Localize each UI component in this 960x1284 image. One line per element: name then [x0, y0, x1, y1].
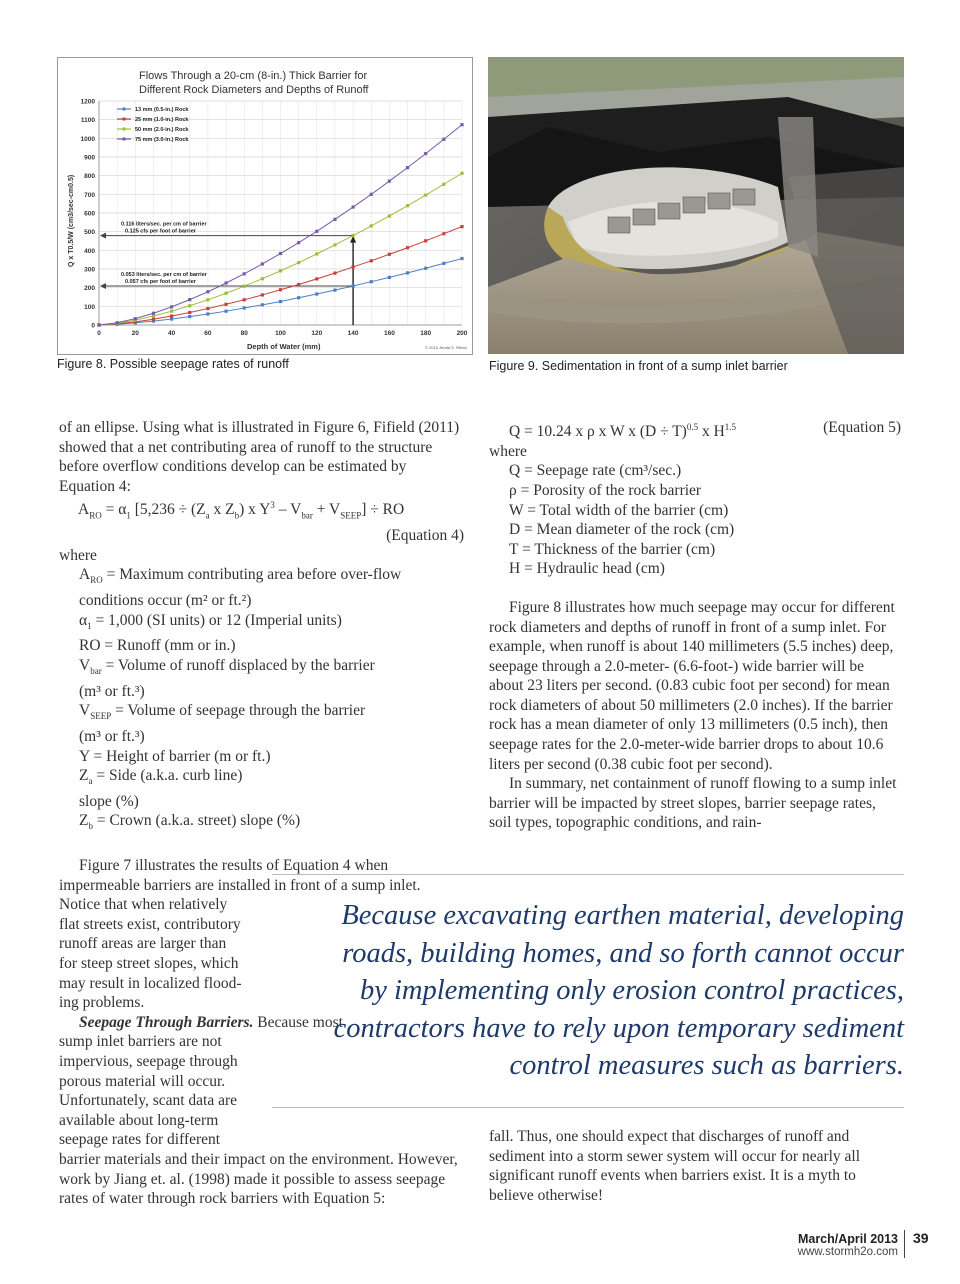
legend-marker — [123, 128, 126, 131]
definition-line: Q = Seepage rate (cm³/sec.) — [509, 462, 682, 480]
data-point — [170, 314, 173, 317]
data-point — [370, 224, 373, 227]
equation-5: Q = 10.24 x ρ x W x $(D \div T)^{0.5}$ x $H^{1.5}$ (Equation 5) — [509, 419, 901, 441]
definition-line: W = Total width of the barrier (cm) — [509, 501, 729, 519]
page-number: 39 — [904, 1230, 929, 1258]
seepage-chart — [57, 57, 473, 355]
definition-line: D = Mean diameter of the rock (cm) — [509, 521, 735, 539]
data-point — [388, 276, 391, 279]
y-tick-label: 700 — [84, 191, 95, 199]
right-paragraph-1: Figure 8 illustrates how much seepage may occur for different rock diameters and depths of runoff in front of a sump inlet. For example, when runoff is about 140 millimeters (5.5 inches) deep, seepage through a 2.0-meter- (6.6-foot-) wide barrier will be about 23 liters per second. (0.83 cubic foot per second) for mean rock diameters of about 50 millimeters (2.0 inches). If the barrier rock has a mean diameter of only 13 millimeters (0.5 inch), then seepage rates for the 2.0-meter-wide barrier drops to about 10.6 liters per second (0.38 cubic foot per second). — [489, 598, 895, 773]
data-point — [188, 311, 191, 314]
data-point — [352, 284, 355, 287]
figure-9-caption: Figure 9. Sedimentation in front of a sump inlet barrier — [489, 359, 788, 373]
pull-quote-line: control measures such as barriers. — [509, 1050, 904, 1081]
legend-marker — [123, 138, 126, 141]
data-point — [460, 172, 463, 175]
data-point — [333, 288, 336, 291]
def-vseep-units: (m³ or ft.³) — [79, 727, 145, 745]
data-point — [388, 214, 391, 217]
data-point — [460, 123, 463, 126]
text-line: impervious, seepage through — [59, 1053, 238, 1071]
right-column — [489, 418, 901, 833]
data-point — [315, 252, 318, 255]
where-label: where — [59, 546, 97, 564]
footer — [798, 1232, 898, 1258]
data-point — [261, 293, 264, 296]
data-point — [315, 292, 318, 295]
data-point — [152, 318, 155, 321]
data-point — [152, 312, 155, 315]
data-point — [406, 166, 409, 169]
pull-quote-line: contractors have to rely upon temporary sediment — [333, 1012, 904, 1044]
def-y: Y = Height of barrier (m or ft.) — [79, 747, 271, 765]
data-point — [206, 290, 209, 293]
data-point — [170, 310, 173, 313]
text-line: may result in localized flood- — [59, 974, 242, 992]
pull-quote-line: Because excavating earthen material, developing — [341, 900, 904, 931]
data-point — [97, 323, 100, 326]
data-point — [370, 259, 373, 262]
text-line: for steep street slopes, which — [59, 955, 239, 973]
text-line: runoff areas are larger than — [59, 935, 227, 953]
pull-quote-line: roads, building homes, and so forth cannot occur — [342, 937, 904, 969]
data-point — [370, 193, 373, 196]
y-tick-label: 400 — [84, 247, 95, 255]
data-point — [406, 204, 409, 207]
def-vbar: $V_{bar}$ = Volume of runoff displaced by the barrier — [79, 656, 375, 677]
def-za: $Z_a$ = Side (a.k.a. curb line) — [79, 767, 243, 787]
text-line: sump inlet barriers are not — [59, 1033, 222, 1051]
data-point — [224, 292, 227, 295]
chart-frame — [58, 58, 473, 355]
data-point — [206, 312, 209, 315]
data-point — [424, 267, 427, 270]
x-tick-label: 60 — [204, 330, 212, 337]
annotation-text: 0.057 cfs per foot of barrier — [125, 278, 196, 285]
y-tick-label: 1200 — [80, 98, 95, 106]
data-point — [279, 269, 282, 272]
pull-quote-line: by implementing only erosion control practices, — [359, 975, 904, 1006]
data-point — [224, 310, 227, 313]
data-point — [116, 321, 119, 324]
x-axis-label: Depth of Water (mm) — [247, 342, 321, 351]
sump-inlet-photo — [488, 57, 904, 354]
data-point — [442, 138, 445, 141]
right-paragraph-3: fall. Thus, one should expect that discharges of runoff and sediment into a storm sewer system will occur for nearly all significant runoff events when barriers exist. It is a myth to believe otherwise! — [489, 1128, 861, 1204]
x-tick-label: 180 — [420, 330, 432, 337]
x-tick-label: 160 — [383, 330, 395, 337]
text-line: seepage rates for different — [59, 1131, 221, 1149]
text-line: porous material will occur. — [59, 1072, 226, 1090]
y-tick-label: 200 — [84, 285, 95, 293]
data-point — [297, 261, 300, 264]
left-paragraph-1: of an ellipse. Using what is illustrated in Figure 6, Fifield (2011) showed that a net contributing area of runoff to the structure before overflow conditions develop can be estimated by Equation 4: — [59, 419, 460, 495]
y-tick-label: 300 — [84, 266, 95, 274]
data-point — [352, 205, 355, 208]
data-point — [188, 304, 191, 307]
def-zb: $Z_b$ = Crown (a.k.a. street) slope (%) — [79, 812, 301, 832]
legend-label: 50 mm (2.0-in.) Rock — [135, 127, 189, 133]
data-point — [297, 241, 300, 244]
figure-8-caption: Figure 8. Possible seepage rates of runoff — [57, 357, 289, 371]
data-point — [333, 243, 336, 246]
data-point — [224, 303, 227, 306]
data-point — [243, 306, 246, 309]
data-point — [261, 262, 264, 265]
annotation-text: 0.125 cfs per foot of barrier — [125, 228, 196, 235]
data-point — [206, 307, 209, 310]
def-a-ro: $A_{RO}$ = Maximum contributing area before over-flow conditions occur (m² or ft.²) — [79, 566, 402, 610]
x-tick-label: 80 — [240, 330, 248, 337]
x-tick-label: 0 — [97, 330, 101, 337]
data-point — [170, 317, 173, 320]
legend-marker — [123, 118, 126, 121]
data-point — [442, 183, 445, 186]
annotation-text: 0.116 liters/sec. per cm of barrier — [121, 221, 207, 228]
data-point — [460, 225, 463, 228]
x-tick-label: 20 — [131, 330, 139, 337]
x-tick-label: 140 — [347, 330, 359, 337]
data-point — [333, 218, 336, 221]
right-paragraph-2: In summary, net containment of runoff flowing to a sump inlet barrier will be impacted by street slopes, barrier seepage rates, soil types, topographic conditions, and rain- — [489, 775, 897, 832]
data-point — [261, 277, 264, 280]
equation-5-label: (Equation 5) — [823, 419, 901, 436]
y-tick-label: 1000 — [80, 135, 95, 143]
data-point — [279, 300, 282, 303]
y-axis-label: Q x T0.5/W (cm3/sec-cm0.5) — [68, 174, 75, 267]
data-point — [279, 252, 282, 255]
data-point — [315, 277, 318, 280]
left-paragraph-5: barrier materials and their impact on the environment. However, work by Jiang et. al. (1998) made it possible to assess seepage rates of water through rock barriers with Equation 5: — [59, 1151, 458, 1208]
left-paragraph-2: Figure 7 illustrates the results of Equation 4 when impermeable barriers are installed in front of a sump inlet. — [59, 857, 421, 894]
def-ro: RO = Runoff (mm or in.) — [79, 637, 236, 655]
data-point — [261, 303, 264, 306]
data-point — [424, 193, 427, 196]
data-point — [243, 272, 246, 275]
def-vbar-units: (m³ or ft.³) — [79, 682, 145, 700]
y-tick-label: 600 — [84, 210, 95, 218]
legend-marker — [123, 108, 126, 111]
definition-line: T = Thickness of the barrier (cm) — [509, 540, 716, 558]
y-tick-label: 1100 — [80, 117, 95, 125]
x-tick-label: 40 — [167, 330, 176, 337]
section-heading: Seepage Through Barriers. — [79, 1013, 254, 1031]
def-vseep: $V_{SEEP}$ = Volume of seepage through the barrier — [79, 702, 366, 722]
seepage-section: Seepage Through Barriers. Because most — [79, 1013, 343, 1031]
chart-credit: © 2010 Jerald S. Fifield — [425, 345, 467, 350]
data-point — [279, 288, 282, 291]
data-point — [388, 253, 391, 256]
website-link[interactable]: www.stormh2o.com — [797, 1246, 898, 1258]
data-point — [424, 239, 427, 242]
y-tick-label: 100 — [84, 303, 95, 311]
equation-4-label: (Equation 4) — [386, 527, 464, 545]
where-label-2: where — [489, 442, 527, 460]
data-point — [442, 262, 445, 265]
text-line: flat streets exist, contributory — [59, 915, 241, 933]
issue-date: March/April 2013 — [797, 1232, 898, 1246]
figure-8 — [57, 57, 473, 355]
y-tick-label: 800 — [84, 173, 95, 181]
def-alpha1: $\alpha_1 = 1,000$ (SI units) or 12 (Imperial units) — [79, 611, 342, 631]
data-point — [406, 271, 409, 274]
data-point — [315, 230, 318, 233]
definition-line: ρ = Porosity of the rock barrier — [509, 481, 702, 499]
data-point — [370, 280, 373, 283]
data-point — [206, 298, 209, 301]
legend-label: 75 mm (3.0-in.) Rock — [135, 137, 189, 143]
legend-label: 13 mm (0.5-in.) Rock — [135, 107, 189, 113]
text-line: available about long-term — [59, 1111, 219, 1129]
def-za-cont: slope (%) — [79, 792, 139, 810]
figure-9 — [488, 57, 904, 354]
data-point — [460, 257, 463, 260]
data-point — [388, 179, 391, 182]
equation-5-definitions — [489, 461, 901, 579]
y-tick-label: 500 — [84, 229, 95, 237]
text-line: Unfortunately, scant data are — [59, 1092, 238, 1110]
data-point — [188, 298, 191, 301]
data-point — [424, 152, 427, 155]
x-tick-label: 200 — [456, 330, 468, 337]
text-line: ing problems. — [59, 994, 145, 1012]
data-point — [297, 283, 300, 286]
data-point — [170, 305, 173, 308]
data-point — [352, 234, 355, 237]
pull-quote — [272, 874, 904, 1108]
data-point — [152, 314, 155, 317]
chart-title-line1: Flows Through a 20-cm (8-in.) Thick Barrier for — [139, 70, 368, 82]
data-point — [333, 272, 336, 275]
legend-label: 25 mm (1.0-in.) Rock — [135, 117, 189, 123]
data-point — [297, 296, 300, 299]
data-point — [188, 315, 191, 318]
data-point — [442, 232, 445, 235]
data-point — [224, 281, 227, 284]
data-point — [134, 317, 137, 320]
annotation-text: 0.053 liters/sec. per cm of barrier — [121, 271, 207, 278]
data-point — [406, 246, 409, 249]
chart-title-line2: Different Rock Diameters and Depths of Runoff — [139, 84, 369, 96]
x-tick-label: 120 — [311, 330, 323, 337]
x-tick-label: 100 — [275, 330, 286, 337]
data-point — [352, 265, 355, 268]
y-tick-label: 900 — [84, 154, 95, 162]
y-tick-label: 0 — [91, 322, 95, 330]
equation-4: $A_{RO} = \alpha_1$ [$5,236 \div (Z_a$ x $Z_b$) x $Y^3 - V_{bar} + V_{SEEP}$] ÷ RO — [78, 500, 405, 521]
data-point — [243, 298, 246, 301]
text-line: Notice that when relatively — [59, 896, 228, 914]
definition-line: H = Hydraulic head (cm) — [509, 560, 665, 578]
data-point — [243, 285, 246, 288]
